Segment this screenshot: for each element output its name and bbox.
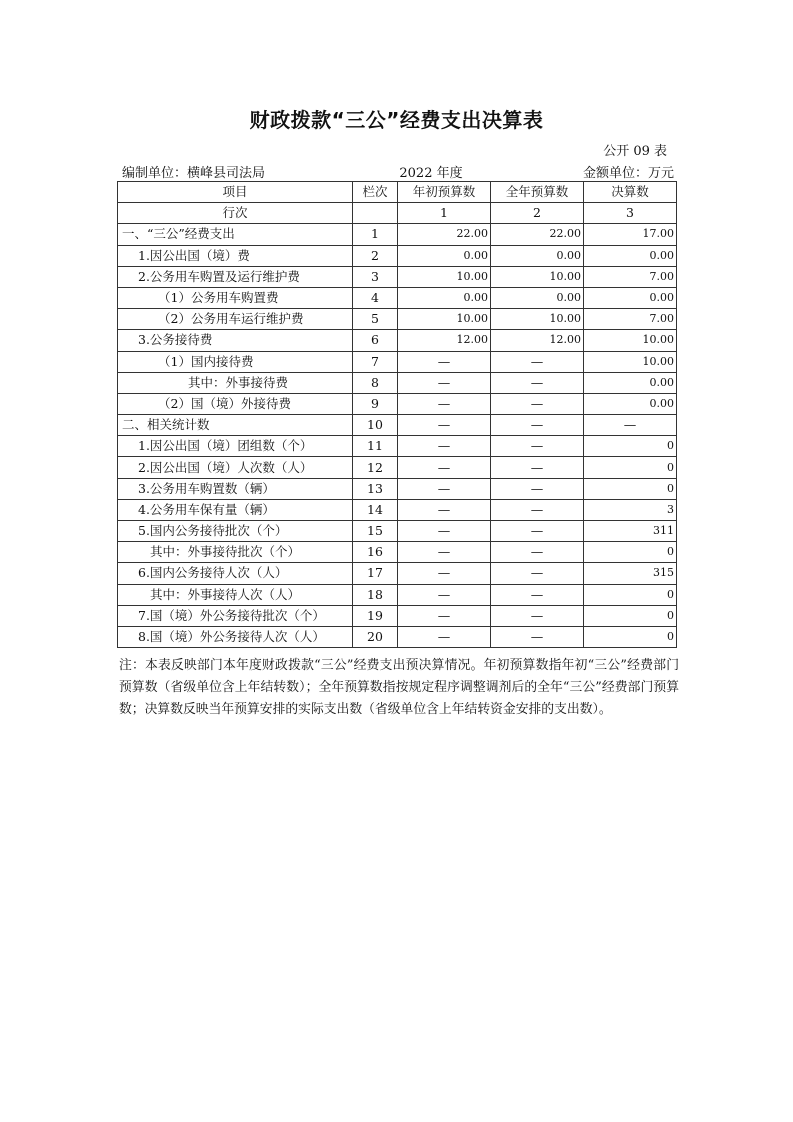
row-annual-budget: — [491, 605, 584, 626]
row-line-no: 11 [353, 436, 398, 457]
table-row [118, 372, 677, 393]
row-item-label: 二、相关统计数 [118, 415, 353, 436]
row-initial-budget: — [398, 415, 491, 436]
row-initial-budget: 10.00 [398, 309, 491, 330]
fiscal-year: 2022 年度 [399, 166, 463, 181]
index-3: 3 [584, 203, 677, 224]
row-line-no: 20 [353, 626, 398, 647]
row-final-account: 10.00 [584, 330, 677, 351]
row-item-label: 其中：外事接待批次（个） [118, 542, 353, 563]
footnote: 注：本表反映部门本年度财政拨款“三公”经费支出预决算情况。年初预算数指年初“三公”经费部门预算数（省级单位含上年结转数）；全年预算数指按规定程序调整调剂后的全年“三公”经费部门预算数；决算数反映当年预算安排的实际支出数（省级单位含上年结转资金安排的支出数）。 [119, 658, 679, 717]
row-initial-budget: — [398, 393, 491, 414]
index-blank [353, 203, 398, 224]
row-annual-budget: 0.00 [491, 287, 584, 308]
header-final-account: 决算数 [584, 182, 677, 203]
row-line-no: 18 [353, 584, 398, 605]
row-line-no: 13 [353, 478, 398, 499]
row-initial-budget: — [398, 499, 491, 520]
row-final-account: 10.00 [584, 351, 677, 372]
row-annual-budget: — [491, 436, 584, 457]
row-line-no: 4 [353, 287, 398, 308]
row-initial-budget: — [398, 372, 491, 393]
table-row [118, 245, 677, 266]
row-initial-budget: — [398, 436, 491, 457]
table-row [118, 287, 677, 308]
row-annual-budget: — [491, 521, 584, 542]
row-item-label: 8.国（境）外公务接待人次（人） [118, 626, 353, 647]
row-line-no: 8 [353, 372, 398, 393]
row-annual-budget: 10.00 [491, 309, 584, 330]
row-line-no: 12 [353, 457, 398, 478]
table-row [118, 457, 677, 478]
table-row [118, 351, 677, 372]
table-row [118, 478, 677, 499]
compiling-unit: 编制单位：横峰县司法局 [122, 166, 266, 181]
row-initial-budget: 22.00 [398, 224, 491, 245]
row-line-no: 10 [353, 415, 398, 436]
row-final-account: — [584, 415, 677, 436]
row-annual-budget: — [491, 499, 584, 520]
row-annual-budget: — [491, 563, 584, 584]
row-annual-budget: 0.00 [491, 245, 584, 266]
table-row [118, 542, 677, 563]
table-row [118, 224, 677, 245]
row-item-label: 5.国内公务接待批次（个） [118, 521, 353, 542]
row-initial-budget: — [398, 563, 491, 584]
header-annual-budget: 全年预算数 [491, 182, 584, 203]
table-row [118, 499, 677, 520]
table-number: 公开 09 表 [603, 144, 667, 159]
row-item-label: 1.因公出国（境）团组数（个） [118, 436, 353, 457]
row-item-label: 1.因公出国（境）费 [118, 245, 353, 266]
row-item-label: （2）国（境）外接待费 [118, 393, 353, 414]
row-initial-budget: — [398, 542, 491, 563]
row-annual-budget: 12.00 [491, 330, 584, 351]
row-final-account: 0 [584, 605, 677, 626]
row-final-account: 0.00 [584, 287, 677, 308]
row-initial-budget: — [398, 605, 491, 626]
row-final-account: 0.00 [584, 372, 677, 393]
index-row [118, 203, 677, 224]
row-final-account: 315 [584, 563, 677, 584]
row-annual-budget: — [491, 457, 584, 478]
row-line-no: 9 [353, 393, 398, 414]
row-item-label: （1）国内接待费 [118, 351, 353, 372]
row-initial-budget: 10.00 [398, 266, 491, 287]
row-final-account: 0 [584, 584, 677, 605]
row-item-label: 2.因公出国（境）人次数（人） [118, 457, 353, 478]
row-initial-budget: 0.00 [398, 287, 491, 308]
row-line-no: 15 [353, 521, 398, 542]
index-1: 1 [398, 203, 491, 224]
amount-unit: 金额单位：万元 [582, 166, 674, 181]
row-final-account: 0 [584, 626, 677, 647]
row-annual-budget: — [491, 626, 584, 647]
row-line-no: 16 [353, 542, 398, 563]
row-initial-budget: — [398, 626, 491, 647]
row-item-label: 2.公务用车购置及运行维护费 [118, 266, 353, 287]
row-initial-budget: — [398, 521, 491, 542]
row-final-account: 17.00 [584, 224, 677, 245]
row-line-no: 2 [353, 245, 398, 266]
row-item-label: 7.国（境）外公务接待批次（个） [118, 605, 353, 626]
row-annual-budget: — [491, 542, 584, 563]
row-final-account: 0.00 [584, 245, 677, 266]
table-row [118, 521, 677, 542]
row-annual-budget: 10.00 [491, 266, 584, 287]
row-line-no: 7 [353, 351, 398, 372]
table-row [118, 266, 677, 287]
row-annual-budget: — [491, 478, 584, 499]
row-final-account: 0 [584, 436, 677, 457]
row-item-label: 3.公务用车购置数（辆） [118, 478, 353, 499]
row-initial-budget: — [398, 478, 491, 499]
row-item-label: 6.国内公务接待人次（人） [118, 563, 353, 584]
table-row [118, 309, 677, 330]
table-meta [120, 162, 676, 180]
row-item-label: 3.公务接待费 [118, 330, 353, 351]
row-annual-budget: 22.00 [491, 224, 584, 245]
table-row [118, 415, 677, 436]
table-row [118, 436, 677, 457]
row-item-label: 一、“三公”经费支出 [118, 224, 353, 245]
row-final-account: 3 [584, 499, 677, 520]
table-row [118, 330, 677, 351]
row-annual-budget: — [491, 372, 584, 393]
table-row [118, 563, 677, 584]
row-initial-budget: 12.00 [398, 330, 491, 351]
row-final-account: 0.00 [584, 393, 677, 414]
table-row [118, 393, 677, 414]
index-label: 行次 [118, 203, 353, 224]
row-initial-budget: — [398, 584, 491, 605]
page-title: 财政拨款“三公”经费支出决算表 [249, 108, 544, 132]
row-annual-budget: — [491, 393, 584, 414]
row-line-no: 17 [353, 563, 398, 584]
row-final-account: 7.00 [584, 309, 677, 330]
row-line-no: 14 [353, 499, 398, 520]
header-item: 项目 [118, 182, 353, 203]
table-row [118, 584, 677, 605]
row-line-no: 3 [353, 266, 398, 287]
table-row [118, 626, 677, 647]
row-initial-budget: 0.00 [398, 245, 491, 266]
row-annual-budget: — [491, 584, 584, 605]
row-item-label: （1）公务用车购置费 [118, 287, 353, 308]
index-2: 2 [491, 203, 584, 224]
row-final-account: 0 [584, 542, 677, 563]
row-final-account: 7.00 [584, 266, 677, 287]
row-initial-budget: — [398, 351, 491, 372]
expenditure-table [117, 181, 677, 648]
header-line-no: 栏次 [353, 182, 398, 203]
row-item-label: 4.公务用车保有量（辆） [118, 499, 353, 520]
row-final-account: 0 [584, 478, 677, 499]
header-initial-budget: 年初预算数 [398, 182, 491, 203]
row-line-no: 1 [353, 224, 398, 245]
row-final-account: 311 [584, 521, 677, 542]
header-row [118, 182, 677, 203]
row-line-no: 19 [353, 605, 398, 626]
row-item-label: 其中：外事接待费 [118, 372, 353, 393]
row-annual-budget: — [491, 415, 584, 436]
row-initial-budget: — [398, 457, 491, 478]
table-row [118, 605, 677, 626]
row-line-no: 6 [353, 330, 398, 351]
row-item-label: （2）公务用车运行维护费 [118, 309, 353, 330]
row-annual-budget: — [491, 351, 584, 372]
row-final-account: 0 [584, 457, 677, 478]
row-line-no: 5 [353, 309, 398, 330]
row-item-label: 其中：外事接待人次（人） [118, 584, 353, 605]
